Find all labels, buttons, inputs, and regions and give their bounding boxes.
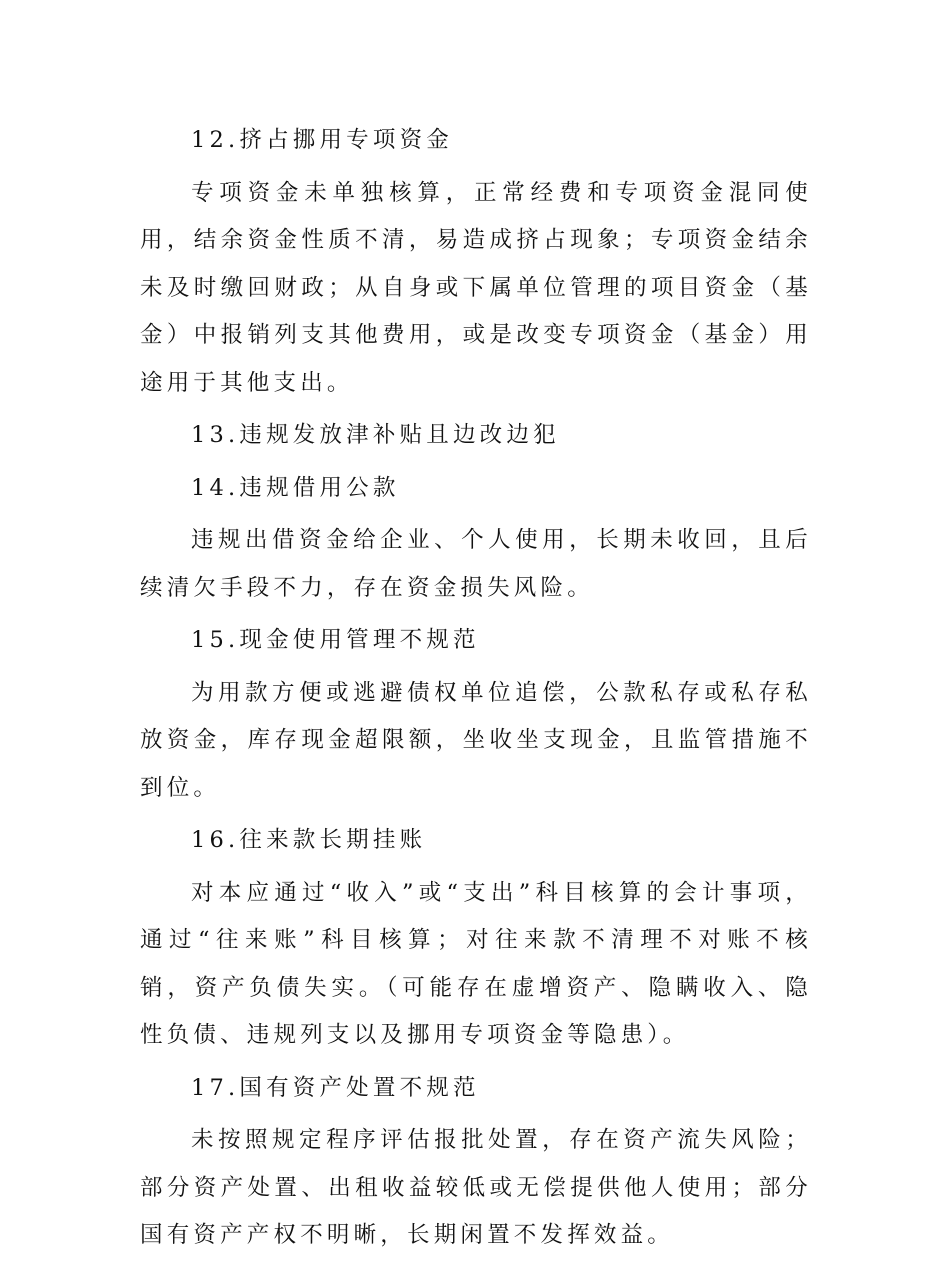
section-16-paragraph: 对本应通过“收入”或“支出”科目核算的会计事项，通过“往来账”科目核算；对往来款不清理不对账不核销，资产负债失实。（可能存在虚增资产、隐瞒收入、隐性负债、违规列支以及挪用专项资金等隐患）。 <box>140 879 812 1048</box>
section-13-heading: 13.违规发放津补贴且边改边犯 <box>191 422 560 448</box>
section-14-paragraph: 违规出借资金给企业、个人使用，长期未收回，且后续清欠手段不力，存在资金损失风险。 <box>140 527 812 601</box>
section-17-paragraph: 未按照规定程序评估报批处置，存在资产流失风险；部分资产处置、出租收益较低或无偿提供他人使用；部分国有资产产权不明晰，长期闲置不发挥效益。 <box>140 1127 812 1248</box>
section-16-heading: 16.往来款长期挂账 <box>191 827 427 853</box>
section-17-heading: 17.国有资产处置不规范 <box>191 1074 480 1101</box>
section-12-heading: 12.挤占挪用专项资金 <box>191 127 453 153</box>
document-body <box>140 117 812 1265</box>
section-15-heading: 15.现金使用管理不规范 <box>191 627 480 653</box>
section-12-paragraph: 专项资金未单独核算，正常经费和专项资金混同使用，结余资金性质不清，易造成挤占现象；专项资金结余未及时缴回财政；从自身或下属单位管理的项目资金（基金）中报销列支其他费用，或是改变专项资金（基金）用途用于其他支出。 <box>140 179 812 396</box>
section-14-heading: 14.违规借用公款 <box>191 474 400 501</box>
section-15-paragraph: 为用款方便或逃避债权单位追偿，公款私存或私存私放资金，库存现金超限额，坐收坐支现金，且监管措施不到位。 <box>140 679 812 801</box>
